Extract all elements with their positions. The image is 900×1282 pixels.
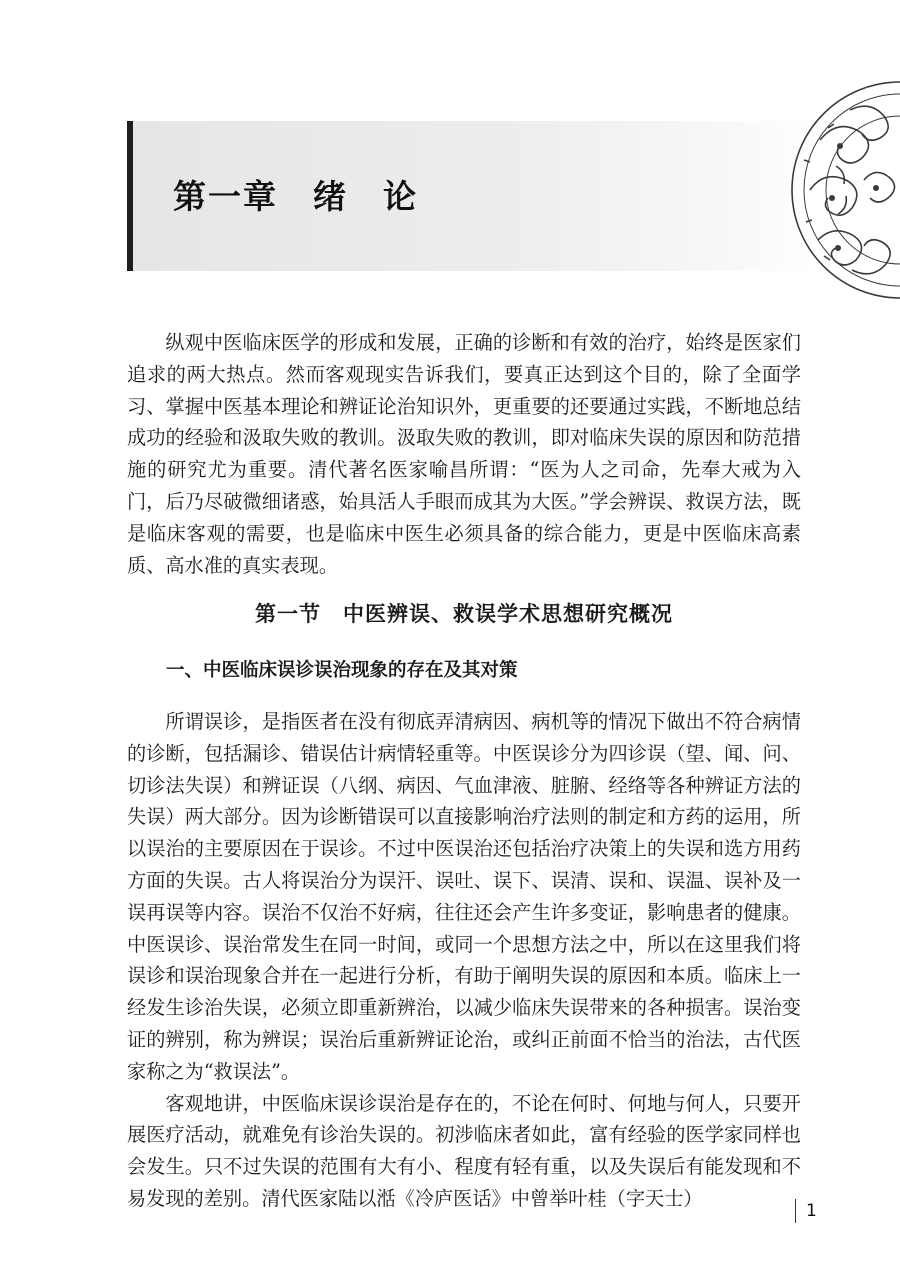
chapter-title: 第一章 绪 论 (173, 177, 418, 216)
footer-divider (795, 1199, 796, 1223)
section-body (127, 706, 801, 1215)
intro-paragraph: 纵观中医临床医学的形成和发展，正确的诊断和有效的治疗，始终是医家们追求的两大热点。然而客观现实告诉我们，要真正达到这个目的，除了全面学习、掌握中医基本理论和辨证论治知识外，更重要的还要通过实践，不断地总结成功的经验和汲取失败的教训。汲取失败的教训，即对临床失误的原因和防范措施的研究尤为重要。清代著名医家喻昌所谓：“医为人之司命，先奉大戒为入门，后乃尽破微细诸惑，始具活人手眼而成其为大医。”学会辨误、救误方法，既是临床客观的需要，也是临床中医生必须具备的综合能力，更是中医临床高素质、高水准的真实表现。 (127, 331, 801, 577)
intro-text (127, 327, 801, 581)
page-footer (795, 1198, 817, 1224)
body-paragraph: 所谓误诊，是指医者在没有彻底弄清病因、病机等的情况下做出不符合病情的诊断，包括漏诊、错误估计病情轻重等。中医误诊分为四诊误（望、闻、问、切诊法失误）和辨证误（八纲、病因、气血津液、脏腑、经络等各种辨证方法的失误）两大部分。因为诊断错误可以直接影响治疗法则的制定和方药的运用，所以误治的主要原因在于误诊。不过中医误治还包括治疗决策上的失误和选方用药方面的失误。古人将误治分为误汗、误吐、误下、误清、误和、误温、误补及一误再误等内容。误治不仅治不好病，往往还会产生许多变证，影响患者的健康。中医误诊、误治常发生在同一时间，或同一个思想方法之中，所以在这里我们将误诊和误治现象合并在一起进行分析，有助于阐明失误的原因和本质。临床上一经发生诊治失误，必须立即重新辨治，以减少临床失误带来的各种损害。误治变证的辨别，称为辨误；误治后重新辨证论治，或纠正前面不恰当的治法，古代医家称之为“救误法”。 (127, 710, 801, 1083)
section-title: 第一节 中医辨误、救误学术思想研究概况 (255, 601, 673, 626)
cloud-scroll-ornament-icon (780, 70, 900, 310)
page-number: 1 (806, 1201, 817, 1221)
chapter-banner (127, 121, 817, 271)
body-paragraph: 客观地讲，中医临床误诊误治是存在的，不论在何时、何地与何人，只要开展医疗活动，就难免有诊治失误的。初涉临床者如此，富有经验的医学家同样也会发生。只不过失误的范围有大有小、程度有轻有重，以及失误后有能发现和不易发现的差别。清代医家陆以湉《冷庐医话》中曾举叶桂（字天士） (127, 1091, 801, 1210)
subsection-title: 一、中医临床误诊误治现象的存在及其对策 (166, 660, 518, 681)
